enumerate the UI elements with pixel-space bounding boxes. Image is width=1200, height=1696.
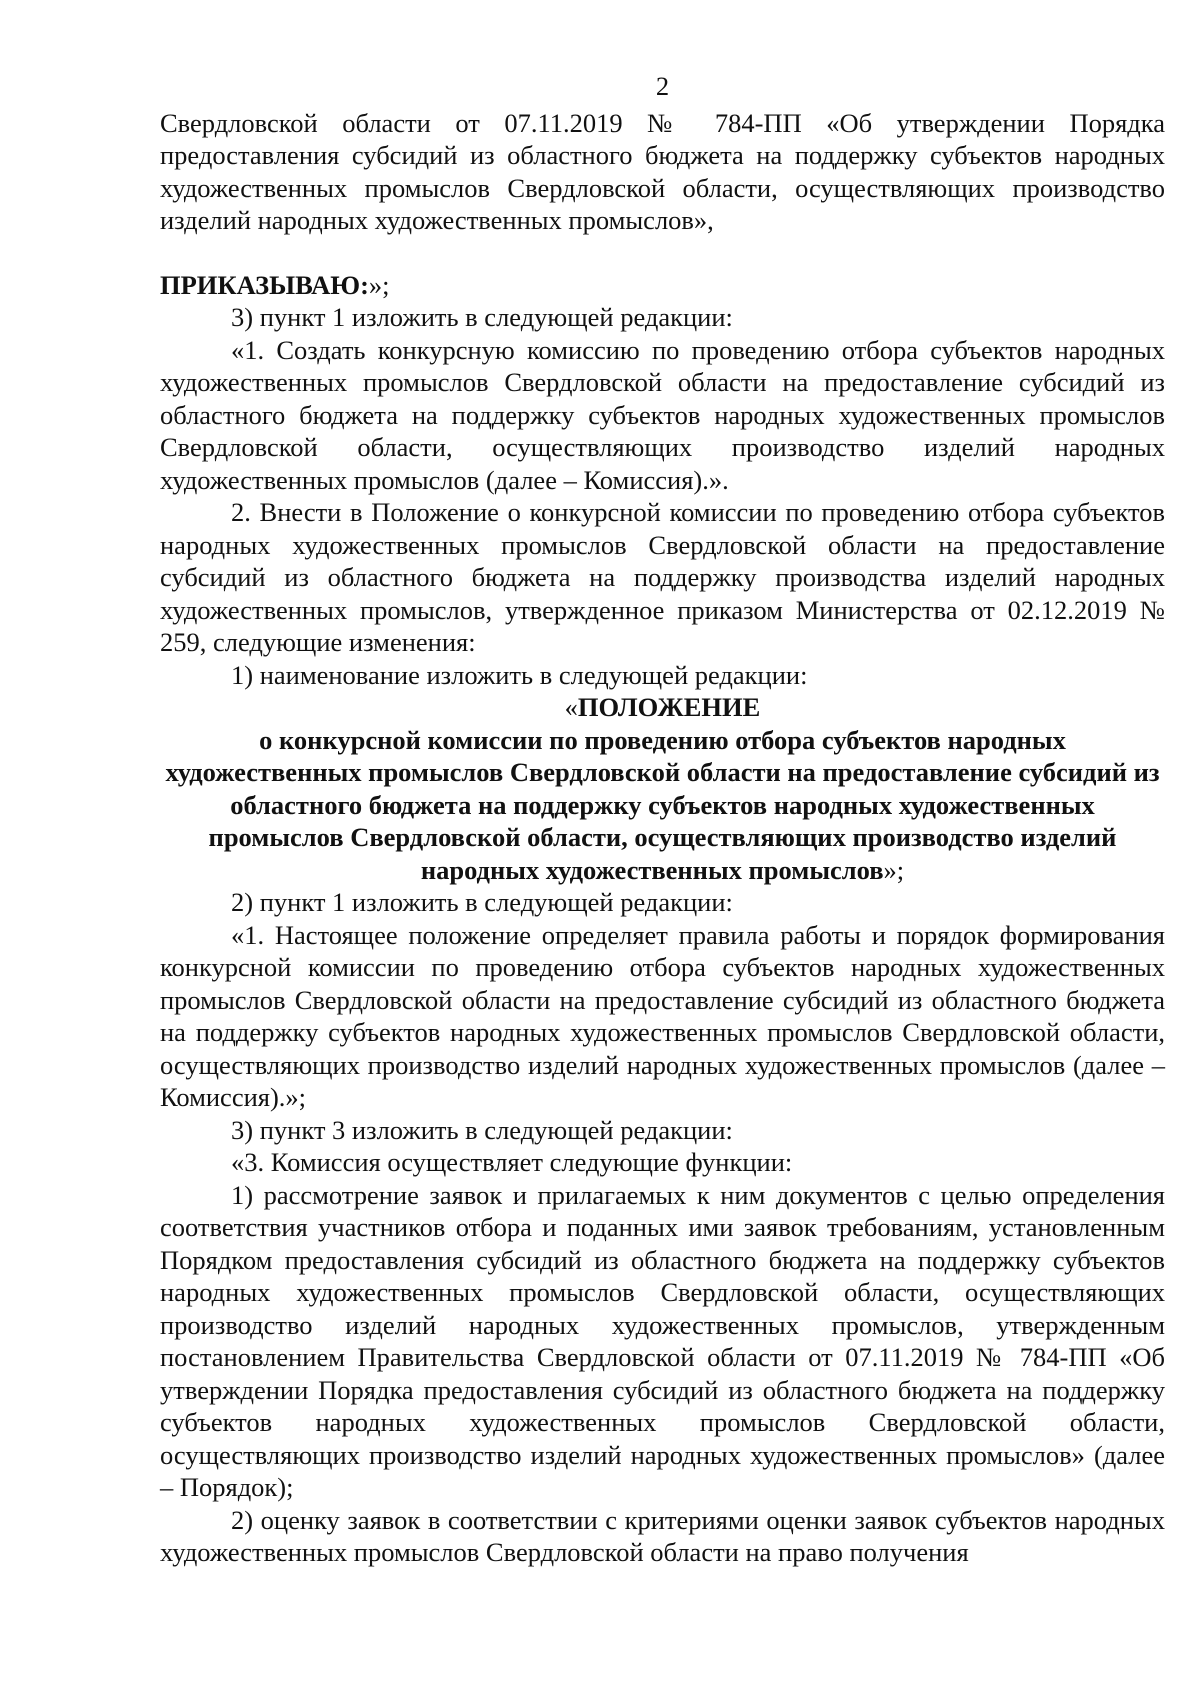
- regulation-title: [160, 691, 1165, 724]
- heading-body: о конкурсной комиссии по проведению отбора субъектов народных художественных промыслов Свердловской области на предоставление субсидий из областного бюджета на поддержку субъектов народных художественных промыслов Свердловской области, осуществляющих производство изделий народных художественных промыслов: [165, 724, 1160, 885]
- heading-title: ПОЛОЖЕНИЕ: [577, 692, 761, 722]
- paragraph-decree-reference: Свердловской области от 07.11.2019 № 784-ПП «Об утверждении Порядка предоставления субсидий из областного бюджета на поддержку субъектов народных художественных промыслов Свердловской области, осуществляющих производство изделий народных художественных промыслов»,: [160, 107, 1165, 235]
- heading-open-quote: «: [564, 692, 578, 722]
- paragraph-point-1: 2) пункт 1 изложить в следующей редакции:: [231, 887, 733, 917]
- heading-close-quote: »;: [883, 854, 905, 885]
- paragraph-functions-intro: «3. Комиссия осуществляет следующие функции:: [231, 1147, 793, 1177]
- paragraph-item-3: 3) пункт 1 изложить в следующей редакции:: [231, 302, 733, 332]
- order-tail: »;: [368, 269, 390, 300]
- paragraph-amend-regulation: 2. Внести в Положение о конкурсной комиссии по проведению отбора субъектов народных художественных промыслов Свердловской области на предоставление субсидий из областного бюджета на поддержку производства изделий народных художественных промыслов, утвержденное приказом Министерства от 02.12.2019 № 259, следующие изменения:: [160, 497, 1165, 657]
- regulation-subtitle: [160, 724, 1165, 887]
- order-line: [160, 269, 1165, 302]
- paragraph-create-commission: «1. Создать конкурсную комиссию по проведению отбора субъектов народных художественных промыслов Свердловской области на предоставление субсидий из областного бюджета на поддержку субъектов народных художественных промыслов Свердловской области, осуществляющих производство изделий народных художественных промыслов (далее – Комиссия).».: [160, 334, 1165, 495]
- spacer: [160, 237, 1165, 269]
- paragraph-rename: 1) наименование изложить в следующей редакции:: [231, 659, 808, 690]
- order-word: ПРИКАЗЫВАЮ:: [160, 269, 369, 300]
- paragraph-function-1: 1) рассмотрение заявок и прилагаемых к ним документов с целью определения соответствия участников отбора и поданных ими заявок требованиям, установленным Порядком предоставления субсидий из областного бюджета на поддержку субъектов народных художественных промыслов Свердловской области, осуществляющих производство изделий народных художественных промыслов, утвержденным постановлением Правительства Свердловской области от 07.11.2019 № 784-ПП «Об утверждении Порядка предоставления субсидий из областного бюджета на поддержку субъектов народных художественных промыслов Свердловской области, осуществляющих производство изделий народных художественных промыслов» (далее – Порядок);: [160, 1179, 1165, 1502]
- document-page: [160, 70, 1165, 1569]
- page-number: 2: [655, 71, 670, 101]
- paragraph-function-2: 2) оценку заявок в соответствии с критериями оценки заявок субъектов народных художественных промыслов Свердловской области на право получения: [160, 1504, 1165, 1567]
- paragraph-point-3: 3) пункт 3 изложить в следующей редакции:: [231, 1114, 733, 1145]
- paragraph-regulation-purpose: «1. Настоящее положение определяет правила работы и порядок формирования конкурсной комиссии по проведению отбора субъектов народных художественных промыслов Свердловской области на предоставление субсидий из областного бюджета на поддержку субъектов народных художественных промыслов Свердловской области, осуществляющих производство изделий народных художественных промыслов (далее – Комиссия).»;: [160, 919, 1165, 1112]
